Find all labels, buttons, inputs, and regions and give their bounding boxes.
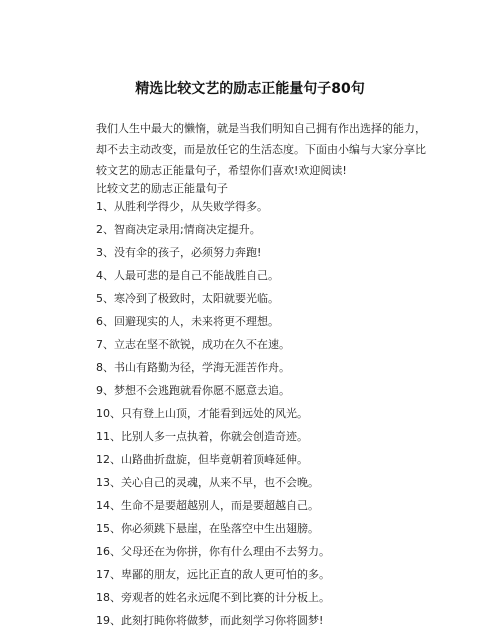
list-item: 14、生命不是要超越别人，而是要超越自己。	[96, 499, 319, 512]
intro-paragraph	[96, 118, 426, 181]
list-item: 3、没有伞的孩子，必须努力奔跑!	[96, 246, 262, 259]
list-item: 7、立志在坚不欲锐，成功在久不在速。	[96, 338, 290, 351]
list-item: 11、比别人多一点执着，你就会创造奇迹。	[96, 430, 308, 443]
quote-list	[96, 195, 436, 632]
section-subheading: 比较文艺的励志正能量句子	[96, 182, 228, 195]
list-item: 13、关心自己的灵魂，从来不早，也不会晚。	[96, 476, 319, 489]
list-item: 6、回避现实的人，未来将更不理想。	[96, 315, 279, 328]
list-item: 19、此刻打盹你将做梦，而此刻学习你将圆梦!	[96, 614, 324, 627]
list-item: 10、只有登上山顶，才能看到远处的风光。	[96, 407, 308, 420]
list-item: 4、人最可悲的是自己不能战胜自己。	[96, 269, 279, 282]
list-item: 12、山路曲折盘旋，但毕竟朝着顶峰延伸。	[96, 453, 308, 466]
document-title: 精选比较文艺的励志正能量句子80句	[135, 81, 365, 97]
list-item: 17、卑鄙的朋友，远比正直的敌人更可怕的多。	[96, 568, 330, 581]
intro-text: 我们人生中最大的懒惰，就是当我们明知自己拥有作出选择的能力，却不去主动改变，而是放任它的生活态度。下面由小编与大家分享比较文艺的励志正能量句子，希望你们喜欢!欢迎阅读!	[96, 122, 426, 177]
list-item: 5、寒冷到了极致时，太阳就要光临。	[96, 292, 279, 305]
list-item: 8、书山有路勤为径，学海无涯苦作舟。	[96, 361, 290, 374]
list-item: 18、旁观者的姓名永远爬不到比赛的计分板上。	[96, 591, 330, 604]
list-item: 1、从胜利学得少，从失败学得多。	[96, 200, 268, 213]
list-item: 2、智商决定录用;情商决定提升。	[96, 223, 261, 236]
list-item: 16、父母还在为你拼，你有什么理由不去努力。	[96, 545, 330, 558]
list-item: 15、你必须跳下悬崖，在坠落空中生出翅膀。	[96, 522, 319, 535]
list-item: 9、梦想不会逃跑就看你愿不愿意去追。	[96, 384, 290, 397]
